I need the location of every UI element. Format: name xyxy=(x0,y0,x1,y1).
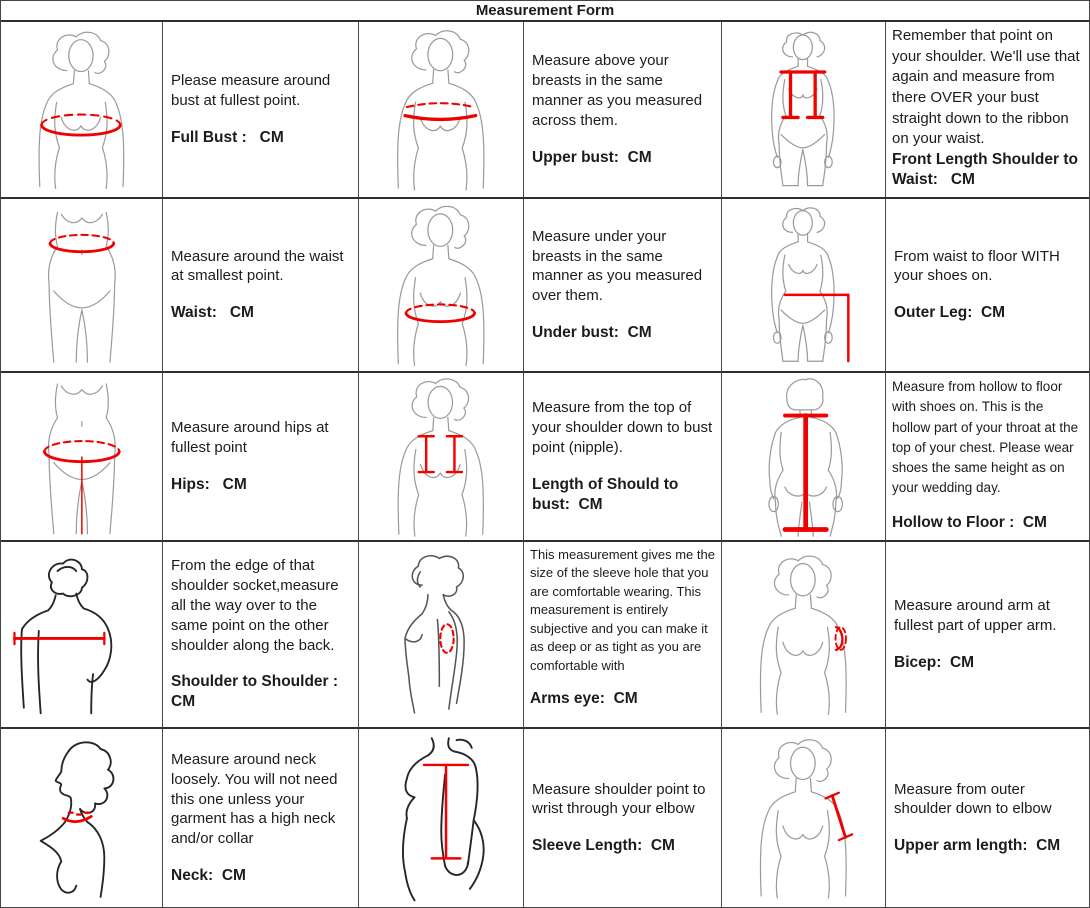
measurement-label: Bicep: CM xyxy=(894,653,975,671)
measurement-label: Front Length Shoulder to Waist: CM xyxy=(892,151,1083,189)
shoulder-to-shoulder-figure-cell xyxy=(1,542,163,729)
measurement-description: Measure around the waist at smallest point. xyxy=(171,247,348,285)
measurement-label: Sleeve Length: CM xyxy=(532,837,675,855)
sleeve-length-text-cell xyxy=(524,729,722,907)
upper-bust-text-cell xyxy=(524,22,722,199)
measurement-description: Measure around arm at fullest part of upper arm. xyxy=(894,597,1057,634)
upper-arm-figure-cell xyxy=(722,729,886,907)
measurement-label: Length of Should to bust: CM xyxy=(532,475,683,513)
measurement-label: Hollow to Floor : CM xyxy=(892,513,1047,531)
measurement-description: From the edge of that shoulder socket,measure all the way over to the same point on the other shoulder along the back. xyxy=(171,557,343,654)
upper-arm-length-figure xyxy=(728,732,880,905)
bicep-figure xyxy=(728,545,880,724)
measurement-description: Measure from hollow to floor with shoes on. This is the hollow part of your throat at the top of your chest. Please wear shoes the same height as on your wedding day. xyxy=(892,379,1082,496)
measurement-description: Measure around hips at fullest point xyxy=(171,419,333,456)
hollow-to-floor-text-cell xyxy=(886,373,1089,542)
neck-figure-cell xyxy=(1,729,163,907)
measurement-label: Outer Leg: CM xyxy=(894,304,1006,322)
measurement-label: Upper arm length: CM xyxy=(894,837,1061,855)
hollow-to-floor-figure xyxy=(728,376,880,538)
measurement-description: Measure above your breasts in the same manner as you measured across them. xyxy=(532,52,707,129)
length-of-shoulder-to-bust-figure xyxy=(365,376,518,538)
upper-bust-figure-cell xyxy=(359,22,524,199)
measurement-description: This measurement gives me the size of the sleeve hole that you are comfortable wearing. This measurement is entirely subjective and you can make it as deep or as tight as you are comfortable with xyxy=(530,547,719,673)
measurement-label: Neck: CM xyxy=(171,866,246,884)
bicep-figure-cell xyxy=(722,542,886,729)
measurement-description: Measure around neck loosely. You will not need this one unless your garment has a high neck and/or collar xyxy=(171,750,342,848)
measurement-description: Measure from the top of your shoulder down to bust point (nipple). xyxy=(532,399,717,456)
waist-figure-cell xyxy=(1,199,163,373)
measurement-description: Measure shoulder point to wrist through your elbow xyxy=(532,780,710,818)
upper-arm-text-cell xyxy=(886,729,1089,907)
measurement-label: Arms eye: CM xyxy=(530,690,638,708)
hips-figure-cell xyxy=(1,373,163,542)
sleeve-length-figure-cell xyxy=(359,729,524,907)
upper-bust-figure xyxy=(365,25,518,195)
hips-figure xyxy=(7,376,157,538)
outer-leg-text-cell xyxy=(886,199,1089,373)
front-length-figure-cell xyxy=(722,22,886,199)
front-length-shoulder-to-waist-figure xyxy=(728,25,880,195)
neck-text-cell xyxy=(163,729,359,907)
full-bust-figure xyxy=(7,25,157,195)
outer-leg-figure-cell xyxy=(722,199,886,373)
full-bust-text-cell xyxy=(163,22,359,199)
page-title: Measurement Form xyxy=(1,1,1089,22)
shoulder-to-shoulder-text-cell xyxy=(163,542,359,729)
shoulder-to-bust-figure-cell xyxy=(359,373,524,542)
outer-leg-figure xyxy=(728,202,880,369)
waist-text-cell xyxy=(163,199,359,373)
arms-eye-text-cell xyxy=(524,542,722,729)
sleeve-length-figure xyxy=(365,732,518,905)
full-bust-figure-cell xyxy=(1,22,163,199)
measurement-description: From waist to floor WITH your shoes on. xyxy=(894,247,1065,285)
arms-eye-figure-cell xyxy=(359,542,524,729)
hips-text-cell xyxy=(163,373,359,542)
measurement-label: Upper bust: CM xyxy=(532,148,652,166)
bicep-text-cell xyxy=(886,542,1089,729)
measurement-description: Measure under your breasts in the same manner as you measured over them. xyxy=(532,227,707,305)
measurement-label: Under bust: CM xyxy=(532,324,652,342)
measurement-label: Full Bust : CM xyxy=(171,128,284,146)
shoulder-to-bust-text-cell xyxy=(524,373,722,542)
neck-figure xyxy=(7,732,157,905)
measurement-description: Measure from outer shoulder down to elbow xyxy=(894,780,1052,818)
measurement-label: Hips: CM xyxy=(171,475,247,493)
under-bust-text-cell xyxy=(524,199,722,373)
waist-figure xyxy=(7,202,157,369)
measurement-label: Shoulder to Shoulder : CM xyxy=(171,673,343,711)
arms-eye-figure xyxy=(365,545,518,724)
under-bust-figure-cell xyxy=(359,199,524,373)
under-bust-figure xyxy=(365,202,518,369)
measurement-description: Please measure around bust at fullest point. xyxy=(171,72,335,109)
front-length-text-cell xyxy=(886,22,1089,199)
measurement-description: Remember that point on your shoulder. We'll use that again and measure from there OVER your bust straight down to the ribbon on your waist. xyxy=(892,27,1084,148)
hollow-to-floor-figure-cell xyxy=(722,373,886,542)
shoulder-to-shoulder-figure xyxy=(7,545,157,724)
measurement-label: Waist: CM xyxy=(171,304,254,322)
